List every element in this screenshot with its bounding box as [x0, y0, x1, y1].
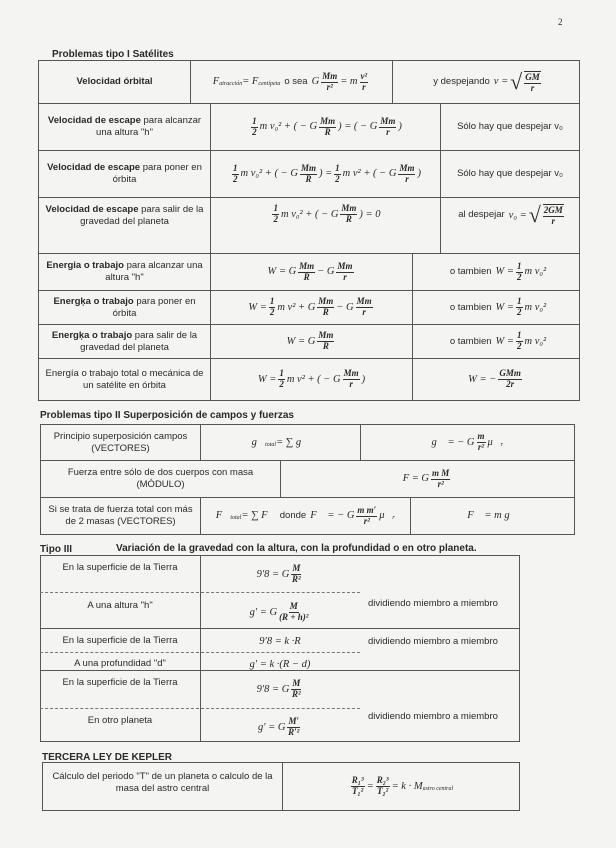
numerator: 1: [517, 260, 522, 271]
denominator: r: [362, 81, 366, 92]
formula-text: F⃗ = − G: [310, 510, 355, 522]
formula-text: ): [417, 168, 421, 180]
denominator: R: [324, 126, 331, 137]
section3-title: Variación de la gravedad con la altura, con la profundidad o en otro planeta.: [116, 543, 477, 554]
fraction: [298, 262, 315, 283]
formula-cell: [200, 673, 360, 705]
denominator: 2: [269, 307, 275, 317]
formula: [454, 204, 566, 227]
formula-text: = ∑ g⃗: [276, 436, 310, 448]
fraction: [317, 297, 334, 318]
formula-subscript: astro central: [422, 785, 454, 792]
formula-cell: [200, 497, 411, 535]
formula-text: W = −: [468, 373, 497, 385]
formula: [248, 297, 374, 318]
formula: [446, 331, 546, 352]
numerator: 1: [279, 368, 284, 379]
numerator: 1: [335, 162, 340, 173]
fraction: [317, 331, 334, 352]
fraction: [278, 369, 285, 390]
formula-text: = ∑ F⃗: [241, 510, 276, 522]
numerator: R₂³: [376, 775, 389, 786]
label-cell: [40, 497, 201, 535]
formula: [453, 121, 567, 133]
formula-text: 9′8 = G: [256, 568, 290, 580]
formula: [250, 659, 311, 670]
denominator: R: [322, 341, 329, 351]
formula-word: Sólo hay que despejar v₀: [457, 168, 563, 180]
denominator: (R + h)²: [279, 611, 309, 622]
formula-text: m v₀²: [524, 301, 547, 313]
denominator: 2: [517, 307, 522, 317]
note-dividiendo: dividiendo miembro a miembro: [368, 711, 498, 722]
label-bold: Energķa o trabajo: [51, 329, 133, 341]
label-bold: Velocidad de escape: [45, 204, 139, 215]
denominator: r²: [326, 81, 333, 92]
formula-subscript: centípeta: [258, 81, 281, 88]
denominator: 2: [335, 173, 340, 184]
condition-label: En la superficie de la Tierra: [62, 677, 178, 688]
formula-text: m v₀² + ( − G: [240, 168, 298, 180]
numerator: 1: [269, 296, 275, 307]
formula-cell: [210, 150, 441, 198]
fraction: [279, 602, 308, 623]
formula-word: o tambien: [449, 266, 492, 278]
fraction: [321, 72, 338, 93]
formula-cell: [200, 424, 361, 461]
numerator: 1: [517, 330, 522, 341]
denominator: T₁²: [352, 786, 364, 796]
formula: [268, 262, 356, 283]
numerator: Mm: [343, 368, 359, 379]
denominator: 2: [233, 173, 238, 184]
formula-text: g⃗ = − G: [431, 436, 475, 448]
formula-text: g′ = k ·(R − d): [249, 658, 311, 670]
formula-cell: [210, 324, 413, 359]
formula: [257, 679, 304, 700]
formula-cell: [200, 654, 360, 674]
formula: [429, 71, 543, 94]
label: Cálculo del periodo "T" de un planeta o calculo de la masa del astro central: [52, 771, 273, 794]
label-rest: para salir de la gravedad del planeta: [80, 329, 198, 353]
fraction: [356, 297, 373, 318]
formula-cell: [210, 103, 441, 151]
formula-text: m v₀² + ( − G: [280, 208, 339, 220]
formula-cell: [210, 290, 413, 325]
fraction: [524, 71, 541, 94]
formula-text: g′ = G: [249, 606, 278, 618]
formula-cell: [280, 460, 575, 498]
label-rest: para salir de la gravedad del planeta: [80, 204, 204, 227]
formula-text: G: [311, 76, 320, 88]
fraction: [340, 204, 357, 225]
formula-cell: [210, 197, 441, 254]
formula-text: m v₀²: [524, 266, 547, 278]
formula-subscript: atracción: [219, 81, 243, 88]
denominator: r²: [437, 478, 444, 489]
formula-text: ) = 0: [359, 208, 381, 220]
denominator: R²: [292, 688, 301, 699]
formula-text: =: [366, 780, 374, 792]
result-cell: [440, 150, 580, 198]
formula-cell: [210, 253, 413, 291]
denominator: R: [303, 271, 310, 282]
formula-word: donde: [279, 510, 307, 522]
formula: [259, 636, 300, 647]
formula: [431, 432, 503, 453]
formula-text: g⃗: [251, 436, 266, 448]
condition-label: En la superficie de la Tierra: [62, 562, 178, 573]
numerator: m m′: [357, 504, 377, 515]
result-cell: [412, 253, 580, 291]
formula-text: 9′8 = G: [256, 683, 290, 695]
formula-text: W =: [248, 301, 267, 313]
formula-text: − G: [336, 301, 354, 313]
numerator: 2GM: [543, 205, 563, 215]
numerator: GM: [525, 71, 540, 82]
formula-text: ): [398, 121, 402, 133]
formula: [287, 331, 337, 352]
numerator: Mm: [299, 260, 315, 271]
formula-text: F = G: [402, 473, 430, 485]
denominator: 2: [517, 271, 522, 282]
label-cell: [38, 358, 211, 401]
numerator: m: [477, 431, 485, 442]
denominator: R: [345, 213, 352, 224]
formula: [446, 262, 546, 283]
formula-text: m v₀² + ( − G: [259, 121, 318, 133]
formula-text: F⃗: [215, 510, 231, 522]
formula-word: o tambien: [449, 301, 492, 313]
formula-text: W =: [495, 266, 515, 278]
formula-text: = k · M: [391, 780, 423, 792]
denominator: r²: [363, 515, 370, 526]
formula: [258, 369, 365, 390]
fraction: [516, 297, 523, 318]
divider: [40, 628, 520, 629]
fraction: [287, 717, 300, 738]
formula-text: W =: [495, 335, 515, 347]
section1-title: Problemas tipo I Satélites: [52, 49, 174, 60]
label-cell: [38, 253, 211, 291]
label-cell: [38, 290, 211, 325]
denominator: R²: [292, 573, 301, 584]
formula-text: = F: [242, 76, 259, 88]
denominator: r: [405, 173, 409, 184]
fraction: [360, 72, 369, 93]
formula-text: F: [212, 76, 220, 88]
result-cell: [412, 324, 580, 359]
denominator: r: [349, 379, 353, 389]
radical-sign: √: [528, 202, 541, 228]
label-bold: Velocidad órbital: [76, 76, 153, 88]
denominator: T₂²: [376, 786, 389, 796]
formula-text: m v₀²: [524, 335, 547, 347]
numerator: 1: [273, 203, 278, 213]
numerator: Mm: [322, 70, 338, 81]
fraction: [336, 262, 353, 283]
numerator: M′: [288, 715, 299, 726]
numerator: R₁³: [351, 775, 364, 786]
fraction: [300, 164, 317, 185]
label-cell: [38, 197, 211, 254]
denominator: 2r: [506, 379, 515, 389]
formula: [349, 776, 453, 797]
formula: [453, 168, 567, 180]
numerator: 1: [233, 162, 238, 173]
formula-text: = m: [340, 76, 358, 88]
fraction: [269, 297, 276, 318]
denominator: 2: [279, 379, 284, 389]
fraction: [477, 432, 486, 453]
label-cell: [38, 103, 211, 151]
formula-word: y despejando: [433, 76, 490, 88]
condition-label: En otro planeta: [87, 715, 153, 726]
fraction: [334, 164, 341, 185]
fraction: [398, 164, 415, 185]
fraction: [251, 117, 258, 138]
label: Principio superposición campos (VECTORES): [53, 430, 188, 454]
label-bold: Energķa o trabajo: [53, 295, 134, 307]
formula-cell: [410, 497, 575, 535]
formula-text: − G: [317, 266, 335, 278]
dashed-divider: [40, 652, 360, 653]
result-cell: [440, 197, 580, 254]
formula: [230, 164, 421, 185]
formula-text: 9′8 = k ·R: [259, 635, 301, 647]
result-cell: [412, 358, 580, 401]
fraction: [379, 117, 396, 138]
denominator: r: [530, 82, 535, 93]
numerator: m M: [432, 467, 450, 478]
section3-label: Tipo III: [40, 544, 73, 555]
formula-cell: [200, 596, 360, 628]
square-root: [510, 71, 543, 94]
formula-text: W =: [257, 373, 277, 385]
formula-subscript: total: [230, 515, 242, 522]
denominator: r: [343, 271, 347, 282]
section2-title: Problemas tipo II Superposición de campos y fuerzas: [40, 410, 294, 421]
formula-cell: [190, 60, 393, 104]
label-velocidad-orbital: [38, 60, 191, 104]
label-bold: Velocidad de escape: [47, 162, 141, 174]
fraction: [543, 204, 564, 227]
denominator: r: [362, 307, 366, 317]
formula: [216, 506, 395, 527]
denominator: 2: [273, 213, 278, 224]
dashed-divider: [40, 708, 360, 709]
fraction: [516, 331, 523, 352]
formula-word: al despejar: [458, 209, 505, 221]
denominator: r: [386, 126, 390, 137]
numerator: Mm: [318, 330, 334, 341]
label-bold: Energia o trabajo: [46, 260, 124, 272]
label-cell: [40, 460, 281, 498]
page-number: 2: [558, 17, 563, 27]
result-cell: [440, 103, 580, 151]
label-rest: para poner en órbita: [112, 162, 202, 185]
radical-sign: √: [510, 69, 523, 94]
formula-text: v₀ =: [508, 209, 527, 221]
formula: [213, 72, 370, 93]
denominator: r²: [477, 442, 485, 452]
formula-subscript: total: [265, 441, 277, 448]
formula: [250, 602, 311, 623]
formula: [403, 469, 453, 490]
formula-cell: [200, 631, 360, 651]
fraction: [516, 262, 523, 283]
formula-word: o tambien: [449, 335, 492, 347]
fraction: [272, 204, 279, 225]
fraction: [498, 369, 522, 390]
formula-cell: [200, 558, 360, 590]
formula-cell: [210, 358, 413, 401]
condition-label: A una profundidad "d": [74, 658, 166, 669]
dashed-divider: [40, 592, 360, 593]
fraction: [376, 776, 390, 797]
fraction: [343, 369, 360, 390]
formula-text: m v² + ( − G: [342, 168, 397, 180]
numerator: M: [292, 562, 301, 573]
formula-text: W = G: [286, 335, 316, 347]
formula-cell: [200, 711, 360, 743]
formula-text: μ⃗ᵣ: [379, 510, 396, 522]
note-dividiendo: dividiendo miembro a miembro: [368, 598, 498, 609]
label: Fuerza entre sólo de dos cuerpos con masa (MÓDULO): [67, 467, 254, 490]
formula-text: μ⃗ᵣ: [487, 436, 504, 448]
numerator: GMm: [499, 368, 521, 379]
label: Si se trata de fuerza total con más de 2 masas (VECTORES): [48, 504, 193, 527]
denominator: R′²: [288, 726, 300, 737]
formula: [257, 564, 304, 585]
result-cell: [392, 60, 580, 104]
result-cell: [412, 290, 580, 325]
section4-title: TERCERA LEY DE KEPLER: [42, 752, 173, 763]
numerator: Mm: [337, 260, 353, 271]
label-rest: para poner en órbita: [112, 295, 196, 319]
formula-text: g′ = G: [257, 721, 286, 733]
note-dividiendo: dividiendo miembro a miembro: [368, 636, 498, 647]
numerator: M: [289, 600, 298, 611]
formula-text: ) = ( − G: [338, 121, 378, 133]
formula: [446, 297, 546, 318]
formula: [258, 717, 302, 738]
label-cell: [42, 762, 283, 811]
square-root: [529, 204, 566, 227]
numerator: Mm: [380, 115, 396, 126]
formula-cell: [282, 762, 520, 811]
label-cell: [40, 424, 201, 461]
numerator: Mm: [341, 203, 357, 213]
fraction: [232, 164, 239, 185]
label-rest: para alcanzar una altura "h": [105, 260, 203, 283]
fraction: [431, 469, 450, 490]
formula-cell: [360, 424, 575, 461]
denominator: r: [551, 215, 556, 226]
numerator: Mm: [399, 162, 415, 173]
formula-word: o sea: [284, 76, 308, 88]
formula-text: m v² + G: [277, 301, 316, 313]
formula-text: ) =: [318, 168, 333, 180]
label-rest: Energía o trabajo total o mecánica de un satélite en órbita: [45, 367, 204, 391]
formula-word: Sólo hay que despejar v₀: [457, 121, 563, 133]
numerator: Mm: [300, 162, 316, 173]
formula-text: W = G: [267, 266, 297, 278]
condition-label: A una altura "h": [87, 600, 153, 611]
formula: [468, 369, 524, 390]
formula: [467, 509, 518, 522]
fraction: [351, 776, 365, 797]
numerator: 1: [517, 296, 522, 307]
numerator: 1: [252, 115, 257, 126]
formula-text: ): [361, 373, 366, 385]
formula: [249, 117, 402, 138]
fraction: [319, 117, 336, 138]
formula-text: F⃗ = m g⃗: [467, 510, 518, 522]
numerator: Mm: [356, 296, 372, 307]
numerator: Mm: [320, 115, 336, 126]
denominator: 2: [252, 126, 257, 137]
formula: [270, 204, 380, 225]
label-cell: [38, 150, 211, 198]
numerator: M: [292, 677, 301, 688]
formula-text: m v² + ( − G: [286, 373, 341, 385]
label-rest: para alcanzar una altura "h": [96, 115, 202, 138]
numerator: Mm: [318, 296, 334, 307]
formula-text: v =: [493, 76, 509, 88]
label-bold: Velocidad de escape: [47, 115, 141, 127]
formula: [252, 436, 310, 449]
fraction: [291, 679, 301, 700]
denominator: R: [322, 307, 329, 317]
fraction: [356, 506, 377, 527]
numerator: v²: [360, 70, 368, 81]
denominator: R: [305, 173, 312, 184]
denominator: 2: [517, 341, 522, 351]
condition-label: En la superficie de la Tierra: [62, 635, 178, 646]
formula-text: W =: [495, 301, 515, 313]
fraction: [291, 564, 301, 585]
label-cell: [38, 324, 211, 359]
